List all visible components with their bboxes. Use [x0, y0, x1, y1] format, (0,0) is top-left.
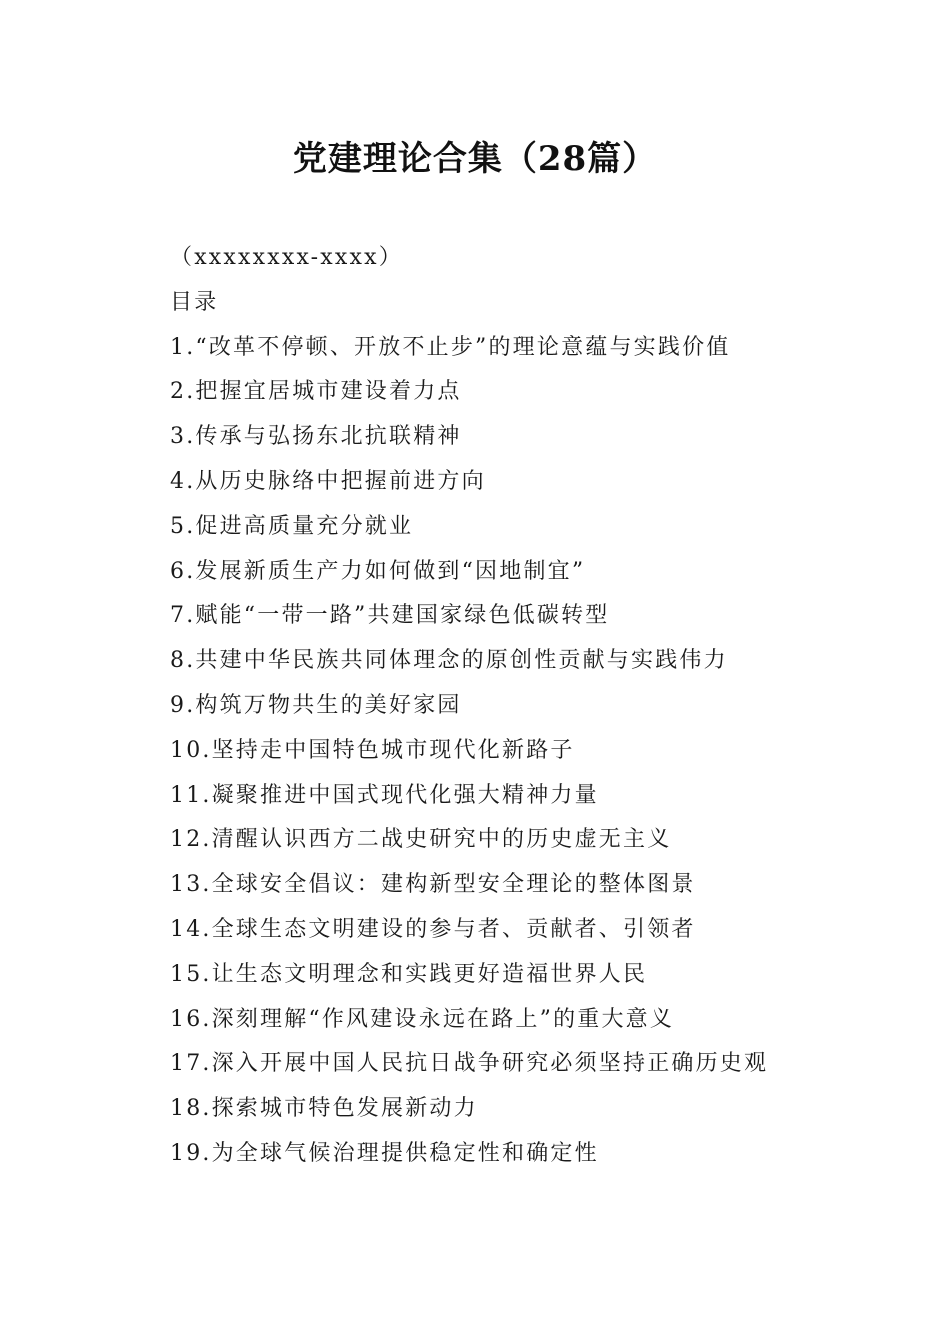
document-title: 党建理论合集（28篇）	[292, 139, 658, 179]
toc-item: 17.深入开展中国人民抗日战争研究必须坚持正确历史观	[170, 1051, 769, 1077]
toc-item: 7.赋能“一带一路”共建国家绿色低碳转型	[170, 603, 610, 629]
toc-item: 9.构筑万物共生的美好家园	[170, 692, 462, 718]
toc-list	[170, 326, 890, 1177]
toc-item: 4.从历史脉络中把握前进方向	[170, 468, 486, 494]
toc-item: 5.促进高质量充分就业	[170, 513, 414, 539]
toc-heading: 目录	[170, 289, 219, 315]
toc-item: 12.清醒认识西方二战史研究中的历史虚无主义	[170, 827, 672, 853]
toc-item: 3.传承与弘扬东北抗联精神	[170, 424, 462, 450]
date-code: （xxxxxxxx-xxxx）	[170, 245, 403, 270]
toc-item: 18.探索城市特色发展新动力	[170, 1096, 478, 1122]
toc-item: 19.为全球气候治理提供稳定性和确定性	[170, 1140, 599, 1166]
toc-item: 16.深刻理解“作风建设永远在路上”的重大意义	[170, 1006, 675, 1032]
toc-item: 14.全球生态文明建设的参与者、贡献者、引领者	[170, 916, 696, 942]
toc-item: 6.发展新质生产力如何做到“因地制宜”	[170, 558, 586, 584]
toc-item: 8.共建中华民族共同体理念的原创性贡献与实践伟力	[170, 648, 728, 674]
toc-item: 11.凝聚推进中国式现代化强大精神力量	[170, 782, 599, 808]
toc-item: 15.让生态文明理念和实践更好造福世界人民	[170, 961, 648, 987]
toc-item: 10.坚持走中国特色城市现代化新路子	[170, 737, 575, 763]
document-body	[170, 236, 890, 1177]
toc-item: 2.把握宜居城市建设着力点	[170, 379, 462, 405]
toc-item: 13.全球安全倡议：建构新型安全理论的整体图景	[170, 872, 696, 898]
toc-item: 1.“改革不停顿、开放不止步”的理论意蕴与实践价值	[170, 334, 731, 360]
